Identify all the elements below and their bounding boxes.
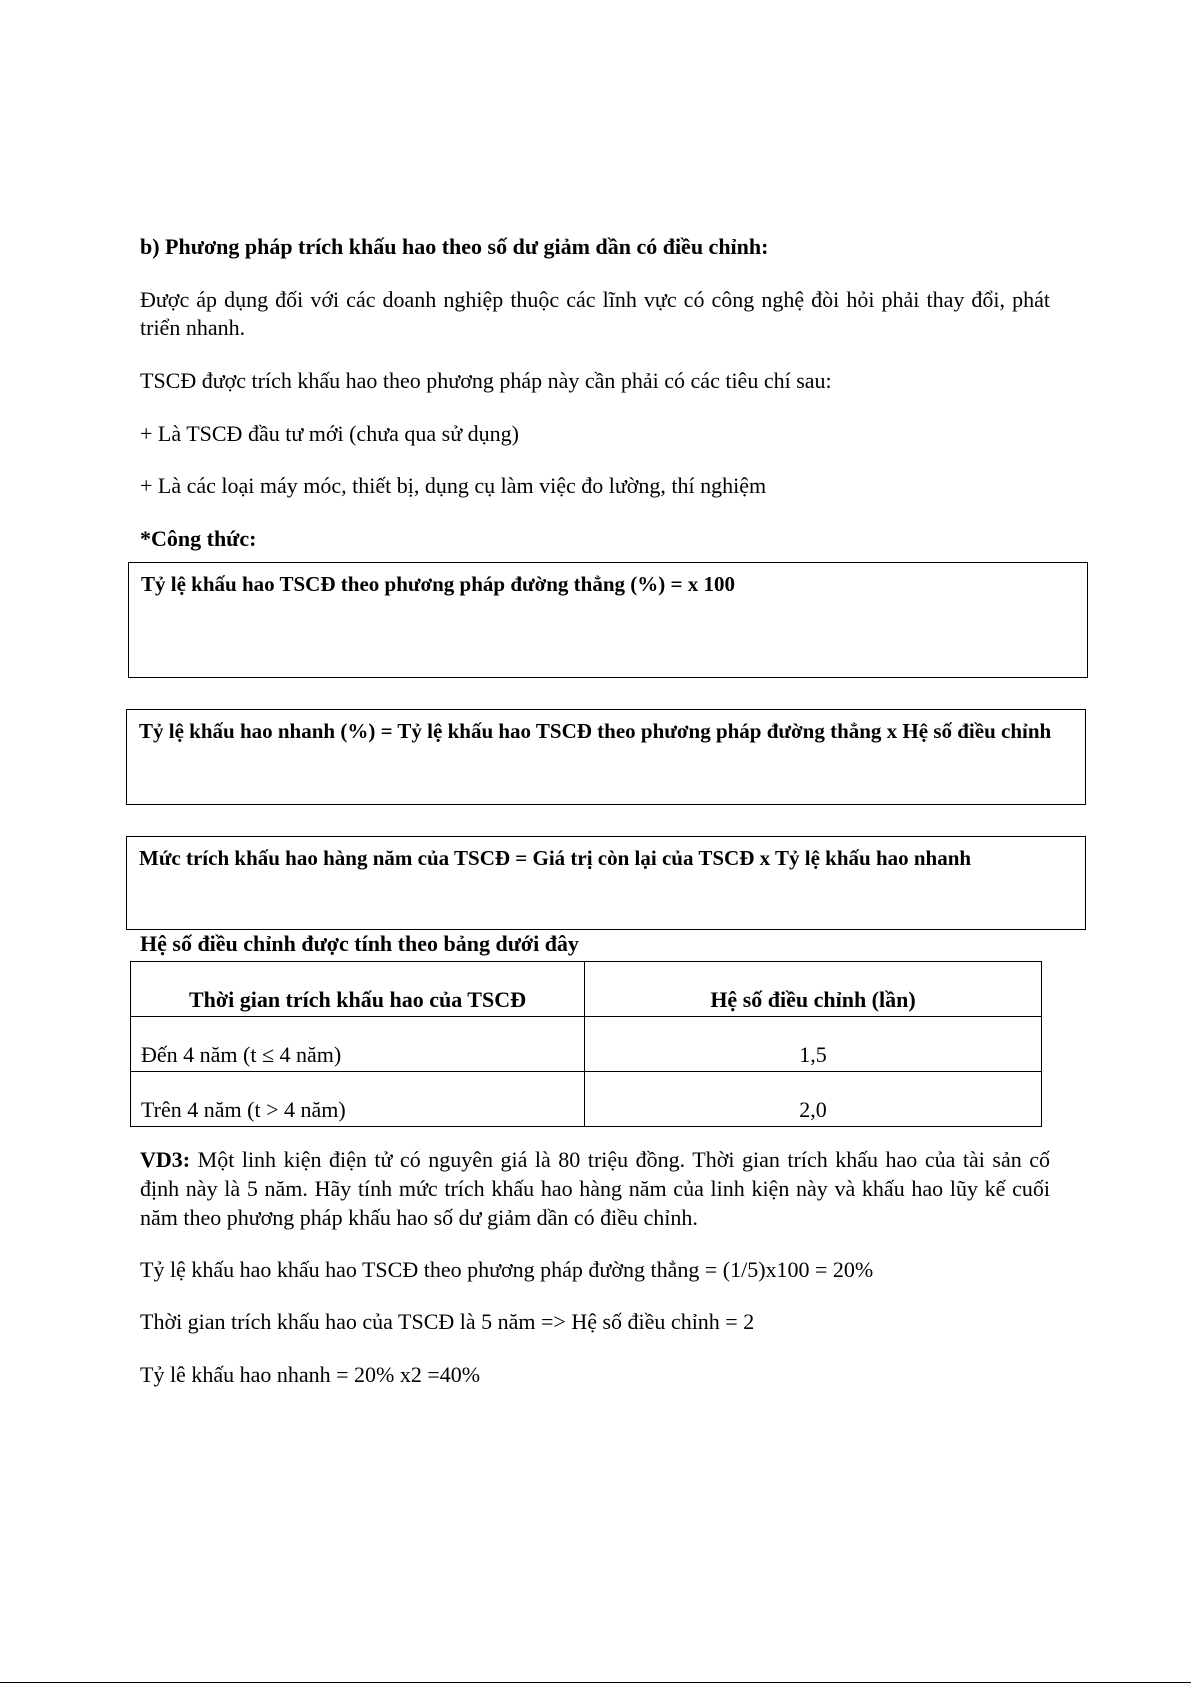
table-cell-period: Trên 4 năm (t > 4 năm) <box>131 1072 585 1127</box>
example-text: Một linh kiện điện tử có nguyên giá là 80 triệu đồng. Thời gian trích khấu hao của tài sản cố định này là 5 năm. Hãy tính mức trích khấu hao hàng năm của linh kiện này và khấu hao lũy kế cuối năm theo phương pháp khấu hao số dư giảm dần có điều chỉnh. <box>140 1147 1050 1230</box>
formula-straight-line: Tỷ lệ khấu hao TSCĐ theo phương pháp đường thẳng (%) = x 100 <box>141 572 735 596</box>
formula-box-annual <box>126 836 1086 930</box>
coefficient-table <box>130 961 1042 1127</box>
formula-annual: Mức trích khấu hao hàng năm của TSCĐ = Giá trị còn lại của TSCĐ x Tỷ lệ khấu hao nhanh <box>139 846 972 870</box>
table-caption: Hệ số điều chỉnh được tính theo bảng dưới đây <box>140 931 579 956</box>
table-row <box>131 1017 1042 1072</box>
section-heading: b) Phương pháp trích khấu hao theo số dư giảm dần có điều chỉnh: <box>140 234 769 259</box>
paragraph-criteria-intro: TSCĐ được trích khấu hao theo phương pháp này cần phải có các tiêu chí sau: <box>140 368 832 393</box>
table-header-row <box>131 962 1042 1017</box>
formula-box-straight-line <box>128 562 1088 678</box>
criterion-2: + Là các loại máy móc, thiết bị, dụng cụ làm việc đo lường, thí nghiệm <box>140 473 767 498</box>
table-header-coefficient: Hệ số điều chỉnh (lần) <box>585 962 1042 1017</box>
table-row <box>131 1072 1042 1127</box>
example-label: VD3: <box>140 1147 191 1172</box>
formula-fast-rate: Tỷ lệ khấu hao nhanh (%) = Tỷ lệ khấu hao TSCĐ theo phương pháp đường thẳng x Hệ số điều chỉnh <box>139 719 1052 743</box>
example-paragraph <box>140 1145 1050 1232</box>
table-header-period: Thời gian trích khấu hao của TSCĐ <box>131 962 585 1017</box>
table-cell-coefficient: 1,5 <box>585 1017 1042 1072</box>
page-bottom-rule <box>0 1682 1191 1683</box>
table-cell-period: Đến 4 năm (t ≤ 4 năm) <box>131 1017 585 1072</box>
example-step-2: Thời gian trích khấu hao của TSCĐ là 5 năm => Hệ số điều chỉnh = 2 <box>140 1309 755 1334</box>
table-cell-coefficient: 2,0 <box>585 1072 1042 1127</box>
paragraph-applied: Được áp dụng đối với các doanh nghiệp thuộc các lĩnh vực có công nghệ đòi hỏi phải thay đổi, phát triển nhanh. <box>140 287 1050 340</box>
criterion-1: + Là TSCĐ đầu tư mới (chưa qua sử dụng) <box>140 421 519 446</box>
formula-heading: *Công thức: <box>140 526 257 551</box>
example-step-1: Tỷ lệ khấu hao khấu hao TSCĐ theo phương pháp đường thẳng = (1/5)x100 = 20% <box>140 1257 874 1282</box>
formula-box-fast-rate <box>126 709 1086 805</box>
example-step-3: Tỷ lê khấu hao nhanh = 20% x2 =40% <box>140 1362 481 1387</box>
